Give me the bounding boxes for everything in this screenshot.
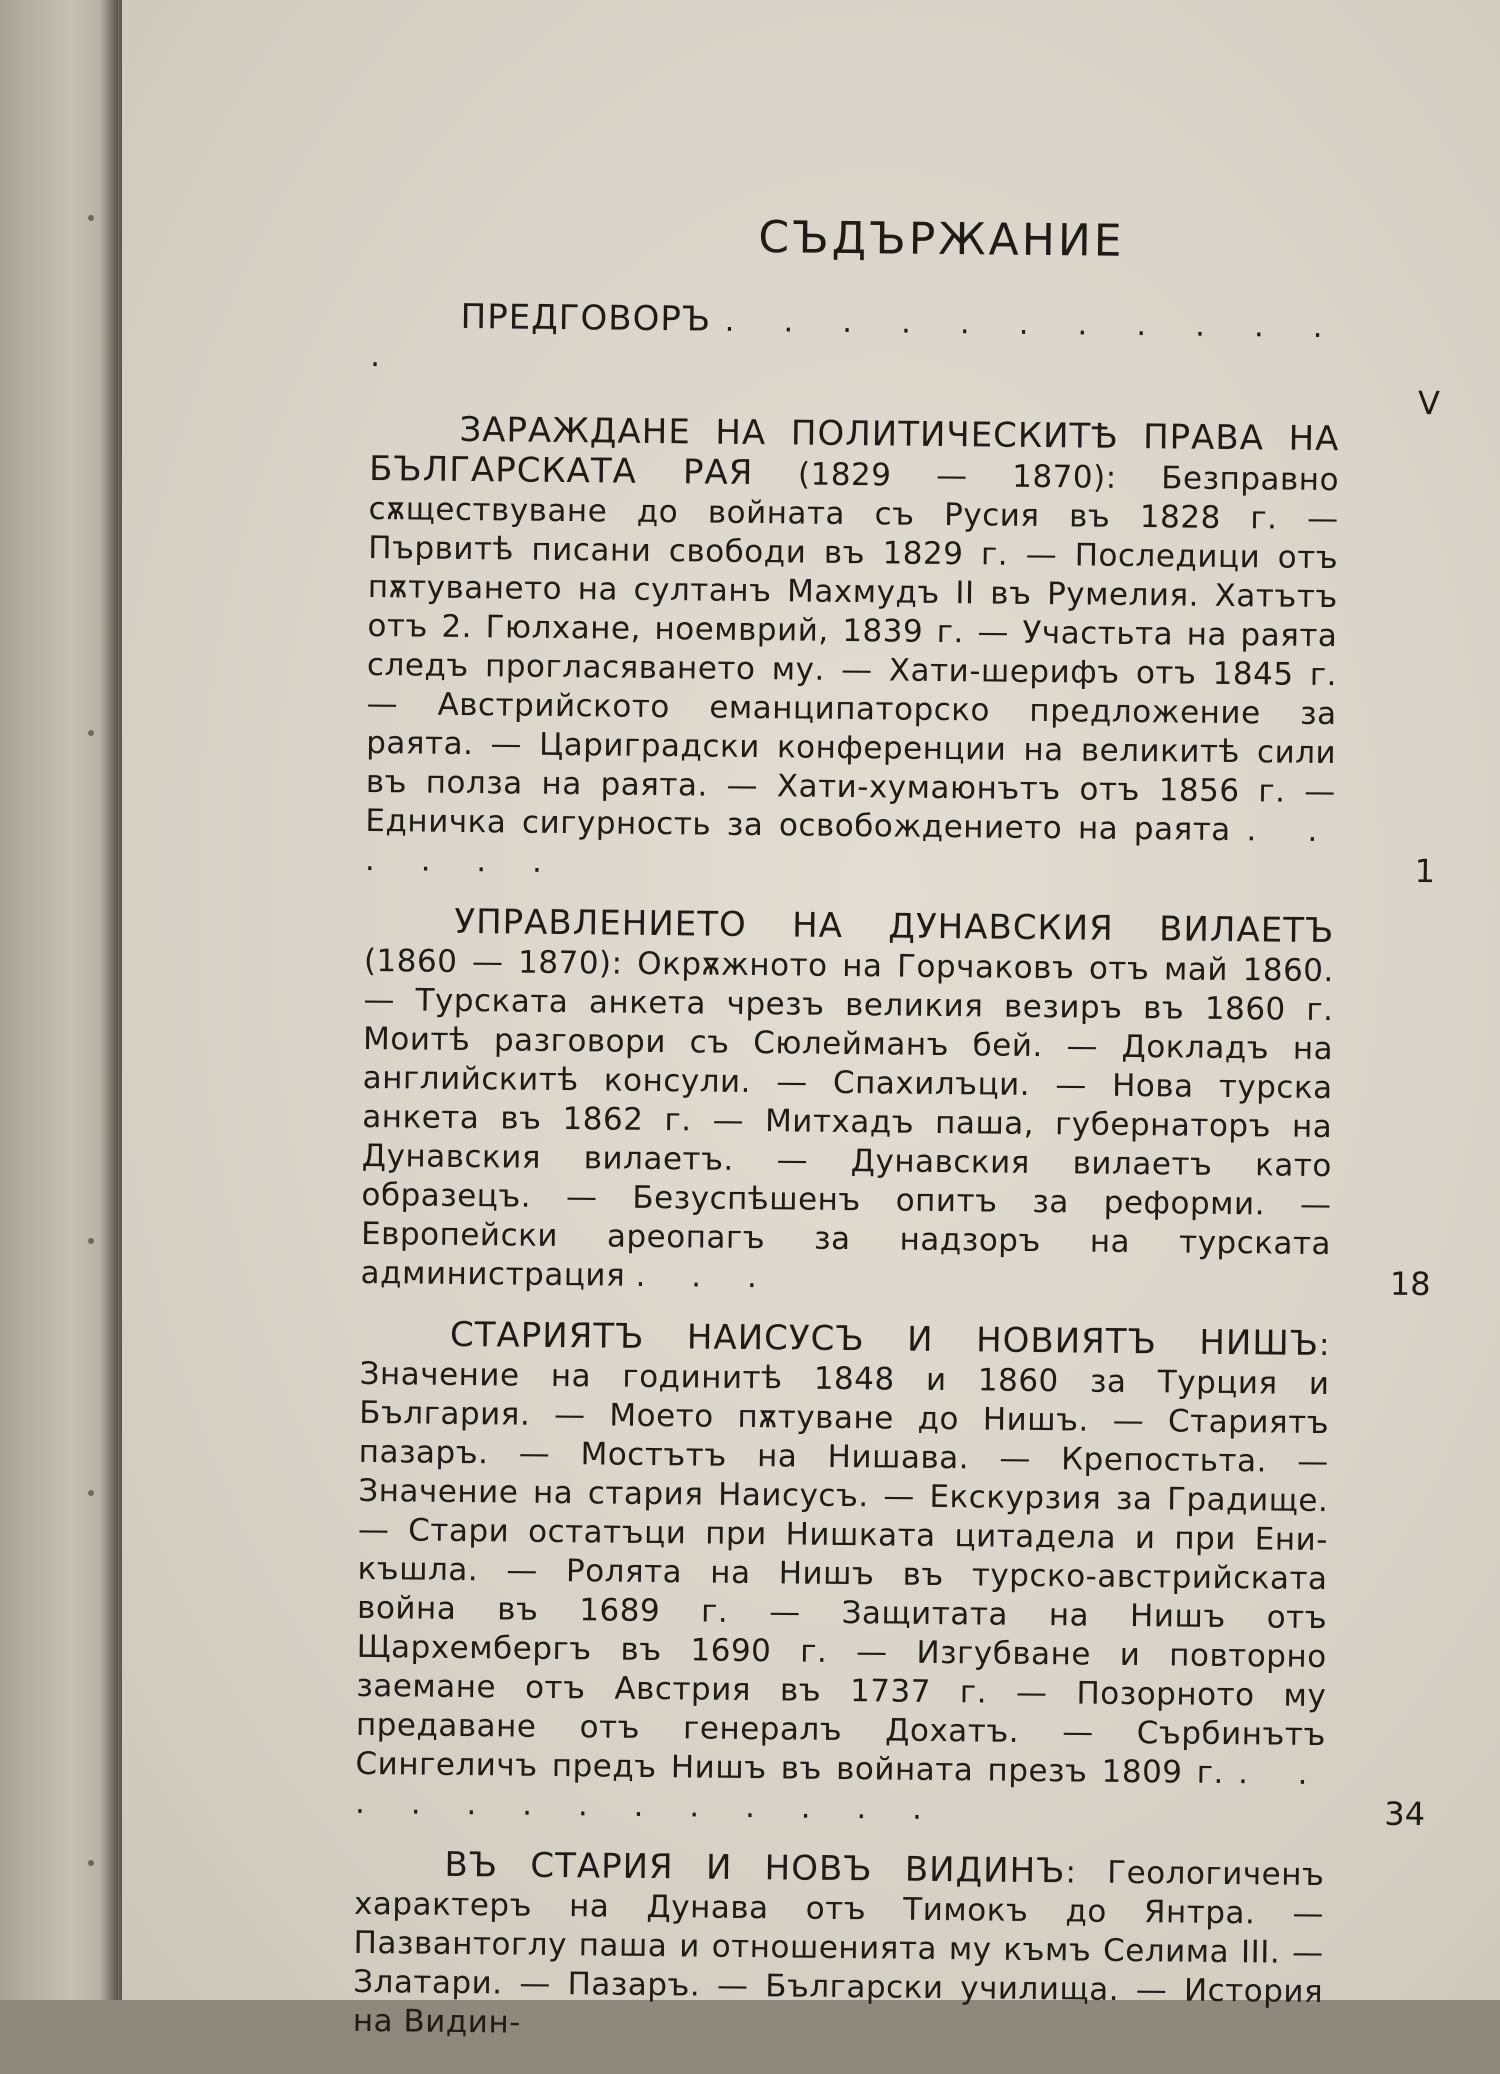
dot-leader: . . . . . . . . . . . . .: [354, 1755, 1326, 1828]
binding-hole: [88, 1238, 94, 1244]
page-number: V: [1417, 383, 1441, 423]
entry-description: : Значение на годинитѣ 1848 и 1860 за Турция и България. — Моето пѫтуване до Нишъ. — Стариятъ пазаръ. — Мостътъ на Нишава. — Крепостьта. — Значение на стария Наисусъ. — Екскурзия за Градище. — Стари остатъци при Нишката цитадела и при Ени-къшла. — Ролята на Нишъ въ турско-австрийската война въ 1689 г. — Защитата на Нишъ отъ Щархембергъ въ 1690 г. — Изгубване и повторно заемане отъ Австрия въ 1737 г. — Позорното му предаване отъ генералъ Дохатъ. — Сърбинътъ Сингеличъ предъ Нишъ въ войната презъ 1809 г.: [355, 1326, 1331, 1792]
entry-heading: СТАРИЯТЪ НАИСУСЪ И НОВИЯТЪ НИШЪ: [449, 1314, 1320, 1364]
entry-description: (1829 — 1870): Безправно сѫществуване до войната съ Русия въ 1828 г. — Първитѣ писани свободи въ 1829 г. — Последици отъ пѫтуването на султанъ Махмудъ II въ Румелия. Хатътъ отъ 2. Гюлхане, ноемврий, 1839 г. — Участьта на раята следъ прогласяването му. — Хати-шерифъ отъ 1845 г. — Австрийското еманципаторско предложение за раята. — Цариградски конференции на великитѣ сили въ полза на раята. — Хати-хумаюнътъ отъ 1856 г. — Едничка сигурность за освобождението на раята: [365, 456, 1340, 849]
dot-leader: . . .: [635, 1257, 776, 1296]
table-of-contents: [352, 190, 1442, 2074]
binding-hole: [88, 1860, 94, 1866]
left-page-edge: [0, 0, 118, 2000]
entry-heading: ВЪ СТАРИЯ И НОВЪ ВИДИНЪ: [444, 1844, 1066, 1892]
dot-leader: . . . . . . . . . . . .: [370, 302, 1341, 375]
binding-hole: [88, 1490, 94, 1496]
page-number: 1: [1414, 851, 1436, 891]
page-number: 18: [1389, 1264, 1431, 1304]
entry-heading: УПРАВЛЕНИЕТО НА ДУНАВСКИЯ ВИЛАЕТЪ: [454, 901, 1335, 952]
toc-title: СЪДЪРЖАНИЕ: [758, 212, 1125, 267]
dot-leader: . . . . . .: [364, 812, 1336, 881]
toc-entry: [370, 296, 1441, 423]
toc-entry: [355, 1315, 1430, 1834]
page-number: 34: [1384, 1794, 1426, 1834]
entry-description: (1860 — 1870): Окрѫжното на Горчаковъ отъ май 1860. — Турската анкета чрезъ великия везиръ въ 1860 г. Моитѣ разговори съ Сюлейманъ бей. — Докладъ на английскитѣ консули. — Спахилъци. — Нова турска анкета въ 1862 г. — Митхадъ паша, губернаторъ на Дунавския вилаетъ. — Дунавския вилаетъ като образецъ. — Безуспѣшенъ опитъ за реформи. — Европейски ареопагъ за надзоръ на турската администрация: [360, 942, 1335, 1294]
entry-heading: ПРЕДГОВОРЪ: [460, 296, 712, 340]
binding-hole: [88, 730, 94, 736]
entry-heading: ЗАРАЖДАНЕ НА ПОЛИТИЧЕСКИТѢ ПРАВА НА БЪЛГАРСКАТА РАЯ: [368, 409, 1340, 494]
toc-entry: [353, 1845, 1425, 2052]
binding-hole: [88, 215, 94, 221]
entry-description: : Геологиченъ характеръ на Дунава отъ Тимокъ до Янтра. — Пазвантоглу паша и отношенията му къмъ Селима III. — Златари. — Пазаръ. — Български училища. — История на Видин-: [352, 1854, 1325, 2041]
book-page: [122, 0, 1500, 2041]
toc-entry: [365, 410, 1440, 891]
toc-entry: [360, 902, 1434, 1304]
